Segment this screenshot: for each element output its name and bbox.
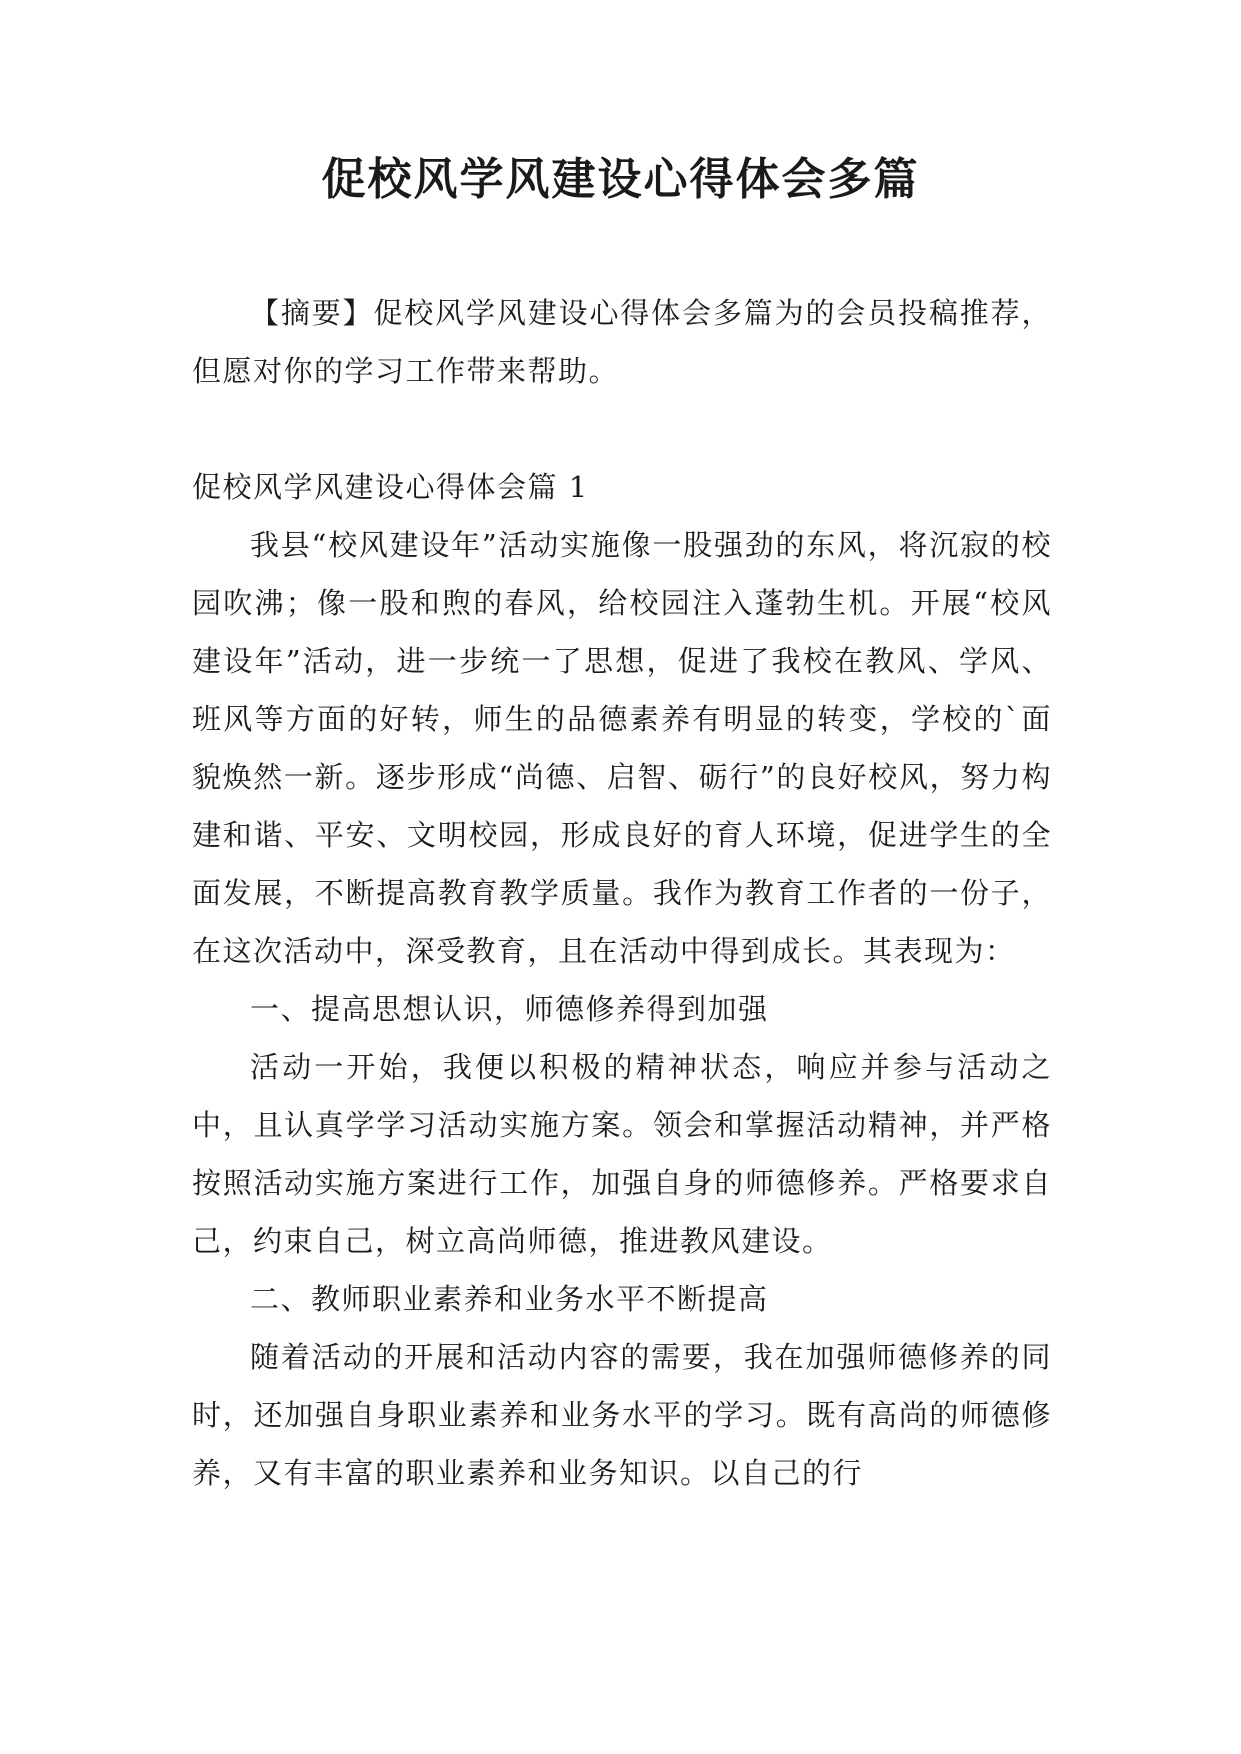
subheading-two: 二、教师职业素养和业务水平不断提高: [250, 1282, 769, 1316]
document-body: [192, 284, 1052, 1502]
body-paragraph: 随着活动的开展和活动内容的需要，我在加强师德修养的同时，还加强自身职业素养和业务水平的学习。既有高尚的师德修养，又有丰富的职业素养和业务知识。以自己的行: [192, 1340, 1052, 1490]
section-heading: 促校风学风建设心得体会篇 1: [192, 470, 589, 504]
body-paragraph: 我县“校风建设年”活动实施像一股强劲的东风，将沉寂的校园吹沸；像一股和煦的春风，给校园注入蓬勃生机。开展“校风建设年”活动，进一步统一了思想，促进了我校在教风、学风、班风等方面的好转，师生的品德素养有明显的转变，学校的`面貌焕然一新。逐步形成“尚德、启智、砺行”的良好校风，努力构建和谐、平安、文明校园，形成良好的育人环境，促进学生的全面发展，不断提高教育教学质量。我作为教育工作者的一份子，在这次活动中，深受教育，且在活动中得到成长。其表现为：: [192, 528, 1052, 968]
abstract-paragraph: 【摘要】促校风学风建设心得体会多篇为的会员投稿推荐，但愿对你的学习工作带来帮助。: [192, 296, 1052, 388]
subheading-one: 一、提高思想认识，师德修养得到加强: [250, 992, 769, 1026]
document-title: 促校风学风建设心得体会多篇: [321, 154, 920, 205]
body-paragraph: 活动一开始，我便以积极的精神状态，响应并参与活动之中，且认真学学习活动实施方案。领会和掌握活动精神，并严格按照活动实施方案进行工作，加强自身的师德修养。严格要求自己，约束自己，树立高尚师德，推进教风建设。: [192, 1050, 1052, 1258]
